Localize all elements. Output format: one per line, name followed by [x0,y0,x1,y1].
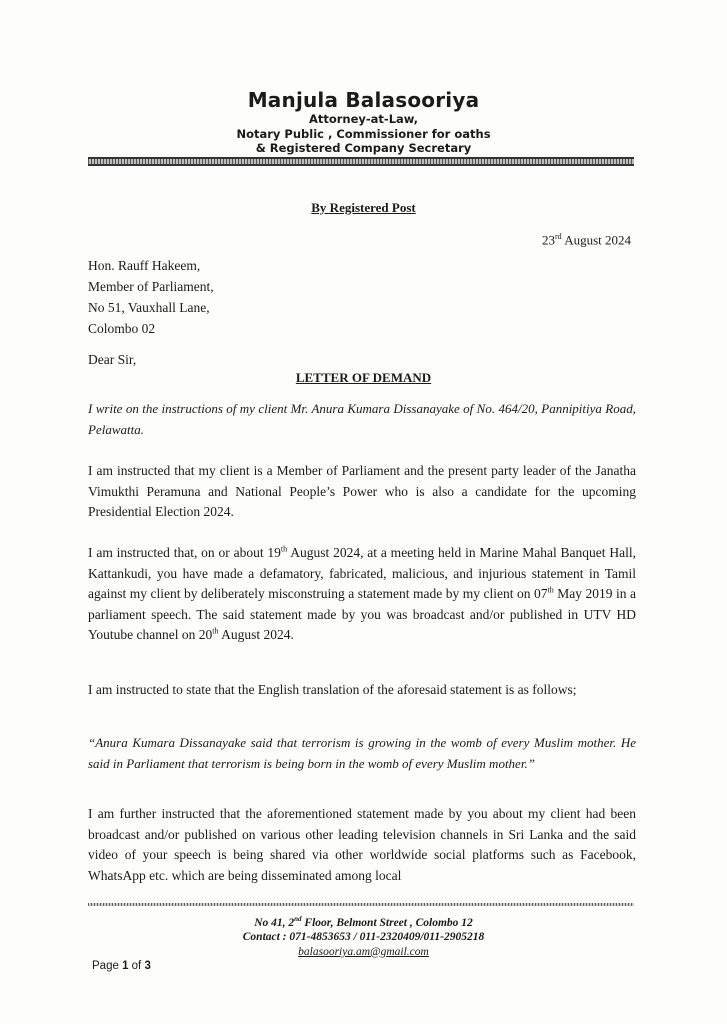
letter-subject: LETTER OF DEMAND [295,370,432,385]
page-number [92,960,151,972]
delivery-method: By Registered Post [311,200,416,215]
quoted-statement: “Anura Kumara Dissanayake said that terrorism is growing in the womb of every Muslim mother. He said in Parliament that terrorism is being born in the womb of every Muslim mother.” [88,735,636,771]
footer-email: balasooriya.am@gmail.com [298,945,429,958]
letter-footer [0,912,727,959]
ordinal-suffix: th [280,544,288,554]
letterhead-divider [88,157,634,166]
date-day: 23 [541,232,555,248]
footer-address-text: Floor, Belmont Street , Colombo 12 [301,916,473,929]
address-line: Member of Parliament, [88,279,214,294]
footer-address [0,912,727,930]
paragraph-client: I write on the instructions of my client Mr. Anura Kumara Dissanayake of No. 464/20, Pannipitiya Road, Pelawatta. [88,401,636,437]
ordinal-suffix: nd [294,915,302,923]
paragraph-client-status: I am instructed that my client is a Member of Parliament and the present party leader of the Janatha Vimukthi Peramuna and National People’s Power who is also a candidate for the upcoming Presidential Election 2024. [88,463,636,519]
ordinal-suffix: th [212,626,219,636]
footer-divider [88,903,634,906]
footer-contact: Contact : 071-4853653 / 011-2320409/011-2905218 [242,931,485,944]
letterhead-title: Attorney-at-Law, [308,112,419,126]
letterhead [0,88,727,156]
page-label: Page [92,960,123,972]
letterhead-title: & Registered Company Secretary [255,141,472,155]
page-current: 1 [122,960,129,972]
salutation: Dear Sir, [88,352,137,367]
letterhead-title: Notary Public , Commissioner for oaths [236,126,491,141]
footer-address-text: No 41, 2 [254,916,295,929]
paragraph-incident [88,543,636,646]
date-rest: August 2024 [561,232,631,248]
date-suffix: rd [554,232,562,241]
incident-text: May 2019 in a parliament speech. The said statement made by you was broadcast and/or published in UTV HD Youtube channel on 20 [88,586,636,642]
paragraph-dissemination: I am further instructed that the aforementioned statement made by you about my client had been broadcast and/or published on various other leading television channels in Sri Lanka and the said video of your speech is being shared via other worldwide social platforms such as Facebook, WhatsApp etc. which are being disseminated among local [88,806,636,883]
address-line: Hon. Rauff Hakeem, [88,258,201,273]
recipient-address [88,255,214,339]
letter-date [542,232,631,248]
incident-text: August 2024, at a meeting held in Marine Mahal Banquet Hall, Kattankudi, you have made a defamatory, fabricated, malicious, and injurious statement in Tamil against my client by deliberately misconstruing a statement made by my client on 07 [88,545,636,601]
incident-text: August 2024. [218,627,294,642]
page-total: 3 [144,960,151,972]
page-of: of [128,960,145,972]
ordinal-suffix: th [547,585,554,595]
letterhead-name: Manjula Balasooriya [247,88,480,112]
address-line: Colombo 02 [88,321,156,336]
incident-text: I am instructed that, on or about 19 [88,545,281,560]
paragraph-translation-intro: I am instructed to state that the English translation of the aforesaid statement is as follows; [88,682,577,697]
address-line: No 51, Vauxhall Lane, [88,300,210,315]
